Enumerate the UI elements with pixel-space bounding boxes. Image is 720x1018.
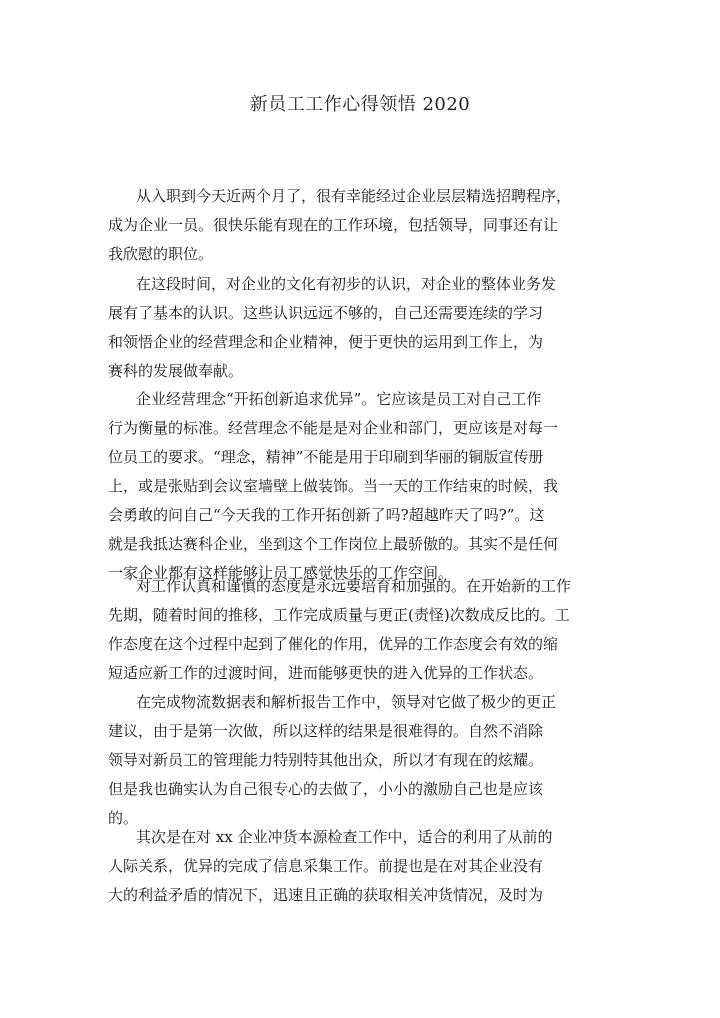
- paragraph-line: 作态度在这个过程中起到了催化的作用，优异的工作态度会有效的缩: [108, 635, 559, 653]
- paragraph-6: [108, 823, 588, 910]
- paragraph-line: 位员工的要求。“理念，精神”不能是用于印刷到华丽的铜版宣传册: [108, 448, 544, 466]
- paragraph-line: 我欣慰的职位。: [108, 245, 214, 263]
- paragraph-line: 上，或是张贴到会议室墙壁上做装饰。当一天的工作结束的时候，我: [108, 477, 559, 495]
- paragraph-line: 但是我也确实认为自己很专心的去做了，小小的激励自己也是应该: [108, 780, 544, 798]
- paragraph-line: 企业经营理念“开拓创新追求优异”。它应该是员工对自己工作: [136, 390, 542, 408]
- paragraph-line: 建议，由于是第一次做，所以这样的结果是很难得的。自然不消除: [108, 722, 544, 740]
- paragraph-line: 成为企业一员。很快乐能有现在的工作环境，包括领导，同事还有让: [108, 216, 559, 234]
- paragraph-2: [108, 270, 588, 386]
- paragraph-line: 领导对新员工的管理能力特别特其他出众，所以才有现在的炫耀。: [108, 751, 544, 769]
- paragraph-line: 短适应新工作的过渡时间，进而能够更快的进入优异的工作状态。: [108, 664, 544, 682]
- paragraph-1: [108, 182, 588, 269]
- paragraph-line: 会勇敢的问自己“今天我的工作开拓创新了吗?超越昨天了吗?”。这: [108, 506, 545, 524]
- document-title: 新员工工作心得领悟 2020: [249, 94, 471, 115]
- paragraph-line: 在这段时间，对企业的文化有初步的认识，对企业的整体业务发: [136, 275, 557, 293]
- paragraph-line: 对工作认真和谨慎的态度是永远要培育和加强的。在开始新的工作: [136, 577, 572, 595]
- paragraph-line: 在完成物流数据表和解析报告工作中，领导对它做了极少的更正: [136, 693, 557, 711]
- paragraph-3: [108, 385, 588, 588]
- paragraph-5: [108, 688, 588, 833]
- paragraph-line: 行为衡量的标准。经营理念不能是是对企业和部门，更应该是对每一: [108, 419, 559, 437]
- paragraph-line: 大的利益矛盾的情况下，迅速且正确的获取相关冲货情况，及时为: [108, 886, 544, 904]
- paragraph-line: 人际关系，优异的完成了信息采集工作。前提也是在对其企业没有: [108, 857, 544, 875]
- paragraph-line: 从入职到今天近两个月了，很有幸能经过企业层层精选招聘程序，: [136, 187, 572, 205]
- paragraph-line: 其次是在对 xx 企业冲货本源检查工作中，适合的利用了从前的: [136, 828, 553, 846]
- paragraph-line: 赛科的发展做奉献。: [108, 362, 244, 380]
- paragraph-line: 和领悟企业的经营理念和企业精神，便于更快的运用到工作上，为: [108, 333, 544, 351]
- paragraph-line: 就是我抵达赛科企业，坐到这个工作岗位上最骄傲的。其实不是任何: [108, 535, 559, 553]
- paragraph-4: [108, 572, 588, 688]
- paragraph-line: 展有了基本的认识。这些认识远远不够的，自己还需要连续的学习: [108, 304, 544, 322]
- paragraph-line: 一家企业都有这样能够让员工感觉快乐的工作空间。: [108, 564, 454, 582]
- paragraph-line: 先期，随着时间的推移，工作完成质量与更正(责怪)次数成反比的。工: [108, 606, 570, 624]
- paragraph-line: 的。: [108, 809, 139, 827]
